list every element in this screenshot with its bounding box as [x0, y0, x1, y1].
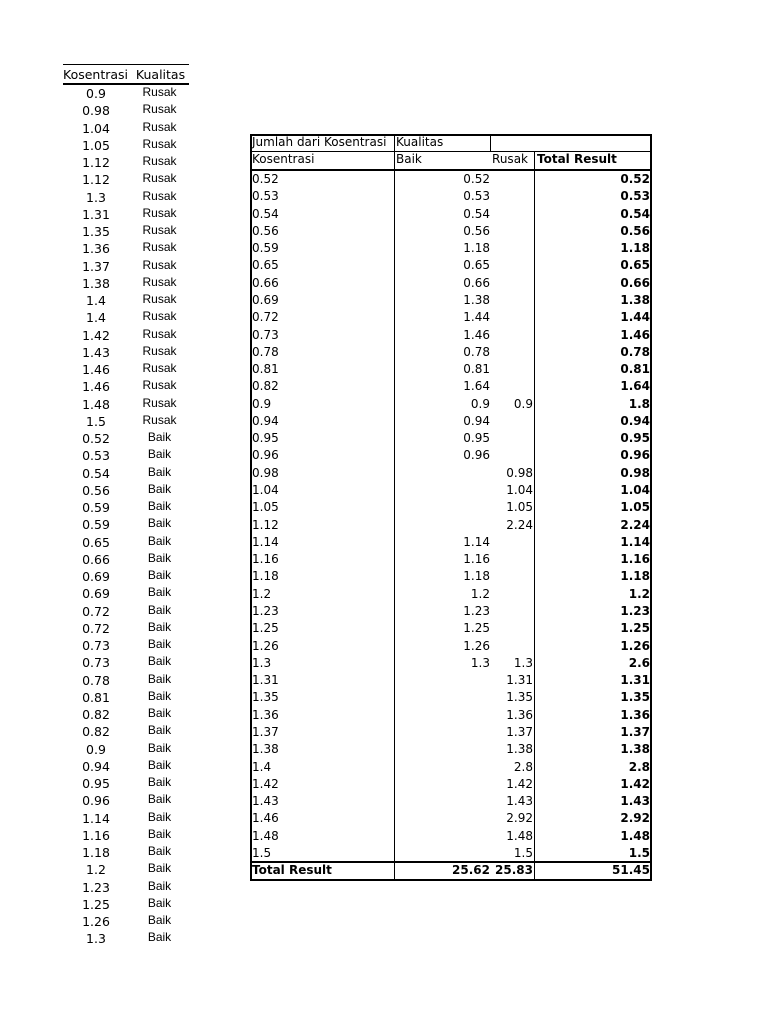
source-row [63, 292, 189, 309]
source-kualitas-cell: Baik [147, 826, 172, 841]
pivot-hline-1 [250, 151, 652, 152]
pivot-total-cell: 0.56 [620, 223, 650, 238]
source-konsentrasi-cell: 1.18 [82, 845, 110, 860]
pivot-konsentrasi-cell: 0.56 [252, 223, 279, 238]
pivot-total-baik: 25.62 [452, 863, 490, 877]
column-header-konsentrasi: Kosentrasi [63, 67, 129, 82]
pivot-konsentrasi-cell: 1.36 [252, 707, 279, 722]
pivot-rusak-cell: 1.05 [506, 500, 533, 515]
source-kualitas-cell: Baik [147, 930, 172, 945]
pivot-baik-cell: 0.66 [463, 275, 490, 290]
source-kualitas-cell: Baik [147, 637, 172, 651]
pivot-total-cell: 0.66 [620, 275, 650, 290]
source-row [63, 706, 189, 723]
source-row [63, 137, 189, 154]
source-row [63, 240, 189, 257]
source-row [63, 637, 189, 654]
pivot-total-cell: 0.95 [620, 431, 650, 446]
pivot-total-cell: 0.53 [620, 189, 650, 204]
source-konsentrasi-cell: 0.52 [82, 431, 110, 446]
source-konsentrasi-cell: 0.78 [82, 672, 110, 688]
source-row [63, 258, 189, 275]
pivot-baik-cell: 0.9 [470, 396, 490, 411]
source-row [63, 723, 189, 740]
source-row [63, 551, 189, 568]
pivot-baik-cell: 1.64 [463, 379, 490, 394]
pivot-rusak-cell: 1.42 [506, 776, 533, 791]
source-kualitas-cell: Baik [147, 688, 172, 703]
source-konsentrasi-cell: 1.38 [82, 275, 110, 291]
source-konsentrasi-cell: 1.31 [82, 206, 110, 222]
source-konsentrasi-cell: 1.3 [86, 931, 106, 947]
source-row [63, 654, 189, 671]
pivot-baik-cell: 0.54 [463, 206, 490, 221]
pivot-baik-cell: 1.16 [463, 552, 490, 567]
pivot-total-cell: 1.25 [620, 621, 650, 636]
source-konsentrasi-cell: 1.4 [86, 293, 106, 308]
source-konsentrasi-cell: 1.42 [82, 327, 110, 343]
pivot-baik-cell: 0.53 [463, 189, 490, 204]
source-kualitas-cell: Rusak [142, 119, 177, 134]
source-kualitas-cell: Baik [147, 792, 172, 807]
source-kualitas-cell: Rusak [142, 257, 177, 272]
source-kualitas-cell: Baik [147, 706, 172, 720]
pivot-konsentrasi-cell: 1.18 [252, 569, 279, 584]
source-kualitas-cell: Rusak [142, 188, 177, 203]
pivot-total-cell: 0.81 [620, 362, 650, 377]
source-row [63, 430, 189, 447]
source-kualitas-cell: Rusak [142, 240, 177, 255]
source-row [63, 275, 189, 292]
pivot-konsentrasi-cell: 0.73 [252, 327, 279, 342]
source-konsentrasi-cell: 1.12 [82, 172, 110, 188]
source-konsentrasi-cell: 1.3 [86, 189, 106, 205]
source-kualitas-cell: Rusak [142, 205, 177, 220]
pivot-baik-cell: 1.38 [463, 292, 490, 307]
source-konsentrasi-cell: 1.48 [82, 396, 110, 412]
source-row [63, 102, 189, 119]
pivot-total-rusak: 25.83 [495, 863, 533, 877]
source-row [63, 447, 189, 464]
source-konsentrasi-cell: 0.73 [82, 638, 110, 653]
pivot-rusak-cell: 1.37 [506, 724, 533, 739]
source-konsentrasi-cell: 0.56 [82, 482, 110, 498]
source-row [63, 361, 189, 378]
source-row [63, 378, 189, 395]
pivot-konsentrasi-cell: 1.16 [252, 552, 279, 567]
pivot-table [250, 134, 652, 881]
pivot-baik-cell: 0.96 [463, 448, 490, 463]
pivot-total-cell: 1.2 [628, 586, 650, 601]
pivot-total-cell: 1.64 [620, 379, 650, 394]
source-row [63, 568, 189, 585]
source-kualitas-cell: Baik [147, 568, 172, 582]
pivot-baik-cell: 0.94 [463, 413, 490, 428]
source-konsentrasi-cell: 1.43 [82, 344, 110, 360]
source-row [63, 689, 189, 706]
pivot-total-cell: 2.92 [620, 811, 650, 826]
source-konsentrasi-cell: 1.23 [82, 879, 110, 895]
pivot-konsentrasi-cell: 0.95 [252, 431, 279, 446]
pivot-outer-border [250, 134, 652, 881]
pivot-konsentrasi-cell: 1.23 [252, 604, 279, 618]
pivot-col-baik: Baik [396, 152, 422, 166]
pivot-total-cell: 0.52 [620, 172, 650, 186]
pivot-rusak-cell: 1.3 [513, 655, 533, 670]
pivot-total-cell: 1.37 [620, 724, 650, 739]
pivot-baik-cell: 1.25 [463, 621, 490, 636]
source-kualitas-cell: Rusak [142, 343, 177, 358]
source-row [63, 913, 189, 930]
source-row [63, 603, 189, 620]
pivot-konsentrasi-cell: 1.43 [252, 794, 279, 809]
pivot-konsentrasi-cell: 1.46 [252, 811, 279, 826]
source-kualitas-cell: Rusak [142, 154, 177, 168]
pivot-konsentrasi-cell: 0.53 [252, 189, 279, 204]
pivot-col-rusak: Rusak [492, 152, 528, 166]
source-kualitas-cell: Baik [147, 585, 172, 600]
source-data-body [63, 85, 189, 948]
source-konsentrasi-cell: 1.26 [82, 914, 110, 929]
pivot-total-cell: 2.8 [628, 759, 650, 774]
pivot-total-cell: 1.18 [620, 569, 650, 584]
source-konsentrasi-cell: 0.54 [82, 465, 110, 481]
source-kualitas-cell: Baik [147, 516, 172, 531]
pivot-rusak-cell: 1.35 [506, 690, 533, 705]
pivot-total-cell: 0.54 [620, 206, 650, 221]
pivot-konsentrasi-cell: 0.82 [252, 379, 279, 394]
source-row [63, 879, 189, 896]
source-kualitas-cell: Rusak [142, 361, 177, 375]
source-konsentrasi-cell: 1.36 [82, 241, 110, 257]
pivot-total-cell: 1.23 [620, 604, 650, 618]
pivot-vline-rowfield [394, 134, 395, 881]
pivot-konsentrasi-cell: 0.59 [252, 241, 279, 256]
pivot-total-cell: 1.38 [620, 292, 650, 307]
source-row [63, 413, 189, 430]
source-kualitas-cell: Rusak [142, 102, 177, 117]
source-row [63, 154, 189, 171]
source-konsentrasi-cell: 1.04 [82, 120, 110, 136]
source-kualitas-cell: Rusak [142, 274, 177, 289]
pivot-total-cell: 0.94 [620, 413, 650, 428]
source-kualitas-cell: Baik [147, 430, 172, 444]
pivot-rusak-cell: 1.43 [506, 794, 533, 809]
pivot-konsentrasi-cell: 0.78 [252, 344, 279, 359]
source-konsentrasi-cell: 0.96 [82, 793, 110, 809]
pivot-konsentrasi-cell: 0.66 [252, 275, 279, 290]
pivot-konsentrasi-cell: 1.26 [252, 638, 279, 653]
pivot-konsentrasi-cell: 1.04 [252, 483, 279, 498]
source-kualitas-cell: Baik [147, 671, 172, 686]
source-row [63, 309, 189, 326]
pivot-konsentrasi-cell: 1.05 [252, 500, 279, 515]
source-row [63, 189, 189, 206]
source-konsentrasi-cell: 1.12 [82, 155, 110, 170]
pivot-corner-label: Jumlah dari Kosentrasi [252, 135, 387, 149]
source-konsentrasi-cell: 1.46 [82, 379, 110, 395]
pivot-baik-cell: 1.2 [470, 586, 490, 601]
pivot-baik-cell: 1.26 [463, 638, 490, 653]
pivot-total-cell: 1.14 [620, 534, 650, 549]
pivot-baik-cell: 1.18 [463, 569, 490, 584]
source-konsentrasi-cell: 0.9 [86, 86, 106, 101]
source-konsentrasi-cell: 0.82 [82, 707, 110, 722]
pivot-total-cell: 1.43 [620, 794, 650, 809]
pivot-rusak-cell: 2.8 [513, 759, 533, 774]
pivot-total-cell: 0.98 [620, 465, 650, 480]
pivot-konsentrasi-cell: 0.72 [252, 310, 279, 325]
source-kualitas-cell: Rusak [142, 292, 177, 306]
header-top-rule [63, 64, 189, 65]
source-row [63, 206, 189, 223]
pivot-rusak-cell: 1.5 [513, 845, 533, 860]
source-konsentrasi-cell: 0.69 [82, 569, 110, 584]
source-row [63, 672, 189, 689]
pivot-total-cell: 1.18 [620, 241, 650, 256]
source-kualitas-cell: Rusak [142, 171, 177, 186]
pivot-rusak-cell: 1.04 [506, 483, 533, 498]
pivot-column-field: Kualitas [396, 135, 444, 149]
pivot-baik-cell: 0.52 [463, 172, 490, 186]
pivot-baik-cell: 1.3 [470, 655, 490, 670]
source-kualitas-cell: Rusak [142, 136, 177, 151]
source-kualitas-cell: Baik [147, 602, 172, 617]
source-row [63, 827, 189, 844]
source-kualitas-cell: Baik [147, 775, 172, 789]
source-row [63, 758, 189, 775]
pivot-total-grand: 51.45 [612, 863, 650, 877]
pivot-vline-total [534, 151, 535, 881]
column-header-kualitas: Kualitas [135, 67, 186, 82]
source-row [63, 465, 189, 482]
source-konsentrasi-cell: 0.72 [82, 620, 110, 636]
source-kualitas-cell: Baik [147, 464, 172, 479]
source-kualitas-cell: Baik [147, 861, 172, 876]
pivot-total-cell: 1.5 [628, 845, 650, 860]
pivot-total-cell: 1.04 [620, 483, 650, 498]
pivot-konsentrasi-cell: 1.2 [252, 586, 272, 601]
source-konsentrasi-cell: 0.94 [82, 758, 110, 774]
source-konsentrasi-cell: 0.72 [82, 603, 110, 619]
pivot-rusak-cell: 1.36 [506, 707, 533, 722]
pivot-total-cell: 1.05 [620, 500, 650, 515]
pivot-konsentrasi-cell: 1.12 [252, 517, 279, 532]
source-kualitas-cell: Baik [147, 481, 172, 496]
pivot-total-label: Total Result [252, 863, 332, 877]
pivot-baik-cell: 1.18 [463, 241, 490, 256]
pivot-baik-cell: 0.65 [463, 258, 490, 273]
pivot-total-cell: 1.35 [620, 690, 650, 705]
pivot-rusak-cell: 2.24 [506, 517, 533, 532]
pivot-hline-2 [250, 169, 652, 171]
pivot-konsentrasi-cell: 0.69 [252, 292, 279, 307]
source-row [63, 344, 189, 361]
source-konsentrasi-cell: 0.81 [82, 689, 110, 705]
source-konsentrasi-cell: 1.5 [86, 413, 106, 429]
source-konsentrasi-cell: 1.2 [86, 862, 106, 878]
source-kualitas-cell: Baik [147, 619, 172, 634]
pivot-total-cell: 2.6 [628, 655, 650, 670]
pivot-total-cell: 1.36 [620, 707, 650, 722]
source-konsentrasi-cell: 1.4 [86, 310, 106, 326]
source-row [63, 620, 189, 637]
source-row [63, 120, 189, 137]
source-kualitas-cell: Baik [147, 809, 172, 824]
source-konsentrasi-cell: 1.35 [82, 224, 110, 239]
pivot-total-cell: 0.96 [620, 448, 650, 463]
source-row [63, 223, 189, 240]
pivot-baik-cell: 0.56 [463, 223, 490, 238]
source-kualitas-cell: Baik [147, 740, 172, 755]
pivot-konsentrasi-cell: 0.9 [252, 396, 272, 411]
source-row [63, 844, 189, 861]
pivot-total-cell: 1.8 [628, 396, 650, 411]
pivot-total-cell: 1.26 [620, 638, 650, 653]
source-konsentrasi-cell: 0.98 [82, 103, 110, 119]
source-kualitas-cell: Rusak [142, 85, 177, 99]
source-konsentrasi-cell: 0.53 [82, 448, 110, 464]
source-konsentrasi-cell: 1.25 [82, 896, 110, 912]
source-konsentrasi-cell: 0.65 [82, 534, 110, 550]
pivot-konsentrasi-cell: 0.94 [252, 413, 279, 428]
pivot-konsentrasi-cell: 0.52 [252, 172, 279, 186]
source-konsentrasi-cell: 0.9 [86, 741, 106, 757]
pivot-rusak-cell: 2.92 [506, 811, 533, 826]
pivot-konsentrasi-cell: 1.31 [252, 673, 279, 688]
pivot-konsentrasi-cell: 0.96 [252, 448, 279, 463]
source-konsentrasi-cell: 0.59 [82, 500, 110, 515]
source-kualitas-cell: Baik [147, 533, 172, 548]
source-konsentrasi-cell: 0.66 [82, 551, 110, 567]
pivot-total-cell: 2.24 [620, 517, 650, 532]
source-kualitas-cell: Rusak [142, 326, 177, 341]
pivot-baik-cell: 0.95 [463, 431, 490, 446]
source-kualitas-cell: Rusak [142, 223, 177, 237]
pivot-konsentrasi-cell: 1.37 [252, 724, 279, 739]
pivot-konsentrasi-cell: 1.4 [252, 759, 272, 774]
source-row [63, 396, 189, 413]
source-konsentrasi-cell: 1.14 [82, 810, 110, 826]
pivot-hline-total [250, 861, 652, 863]
pivot-total-cell: 1.44 [620, 310, 650, 325]
pivot-total-cell: 0.65 [620, 258, 650, 273]
pivot-konsentrasi-cell: 1.14 [252, 534, 279, 549]
pivot-rusak-cell: 1.38 [506, 742, 533, 757]
pivot-baik-cell: 1.46 [463, 327, 490, 342]
pivot-total-cell: 1.38 [620, 742, 650, 757]
pivot-konsentrasi-cell: 1.48 [252, 828, 279, 843]
source-konsentrasi-cell: 0.59 [82, 517, 110, 533]
source-row [63, 741, 189, 758]
source-kualitas-cell: Baik [147, 550, 172, 565]
pivot-baik-cell: 0.78 [463, 344, 490, 359]
source-kualitas-cell: Rusak [142, 412, 177, 427]
pivot-baik-cell: 1.44 [463, 310, 490, 325]
pivot-konsentrasi-cell: 0.65 [252, 258, 279, 273]
source-row [63, 482, 189, 499]
source-kualitas-cell: Baik [147, 447, 172, 462]
source-konsentrasi-cell: 0.73 [82, 655, 110, 671]
source-row [63, 516, 189, 533]
pivot-konsentrasi-cell: 0.54 [252, 206, 279, 221]
source-kualitas-cell: Baik [147, 844, 172, 858]
pivot-rusak-cell: 0.9 [513, 396, 533, 411]
source-row [63, 85, 189, 102]
source-row [63, 810, 189, 827]
pivot-konsentrasi-cell: 1.38 [252, 742, 279, 757]
source-row [63, 896, 189, 913]
source-konsentrasi-cell: 1.37 [82, 258, 110, 274]
source-kualitas-cell: Baik [147, 723, 172, 738]
pivot-rusak-cell: 0.98 [506, 465, 533, 480]
source-kualitas-cell: Baik [147, 895, 172, 910]
source-konsentrasi-cell: 0.95 [82, 776, 110, 791]
pivot-konsentrasi-cell: 1.35 [252, 690, 279, 705]
pivot-konsentrasi-cell: 1.42 [252, 776, 279, 791]
source-kualitas-cell: Baik [147, 878, 172, 893]
pivot-baik-cell: 1.14 [463, 534, 490, 549]
source-konsentrasi-cell: 1.46 [82, 362, 110, 377]
source-konsentrasi-cell: 0.82 [82, 724, 110, 740]
source-kualitas-cell: Rusak [142, 378, 177, 393]
source-konsentrasi-cell: 1.16 [82, 827, 110, 843]
source-kualitas-cell: Rusak [142, 395, 177, 410]
pivot-baik-cell: 1.23 [463, 604, 490, 618]
source-row [63, 861, 189, 878]
pivot-konsentrasi-cell: 0.81 [252, 362, 279, 377]
pivot-total-cell: 0.78 [620, 344, 650, 359]
source-row [63, 930, 189, 947]
source-row [63, 534, 189, 551]
source-konsentrasi-cell: 1.05 [82, 137, 110, 153]
source-kualitas-cell: Baik [147, 913, 172, 927]
source-kualitas-cell: Rusak [142, 309, 177, 324]
pivot-col-total: Total Result [537, 152, 617, 166]
source-row [63, 775, 189, 792]
source-row [63, 499, 189, 516]
pivot-rusak-cell: 1.31 [506, 673, 533, 688]
pivot-total-cell: 1.31 [620, 673, 650, 688]
pivot-konsentrasi-cell: 1.25 [252, 621, 279, 636]
pivot-konsentrasi-cell: 0.98 [252, 465, 279, 480]
pivot-vline-header [490, 134, 491, 151]
source-kualitas-cell: Baik [147, 757, 172, 772]
source-row [63, 171, 189, 188]
source-row [63, 327, 189, 344]
pivot-konsentrasi-cell: 1.3 [252, 655, 272, 670]
pivot-row-field: Kosentrasi [252, 152, 315, 166]
pivot-total-cell: 1.16 [620, 552, 650, 567]
source-kualitas-cell: Baik [147, 654, 172, 669]
source-row [63, 792, 189, 809]
source-konsentrasi-cell: 0.69 [82, 586, 110, 602]
pivot-konsentrasi-cell: 1.5 [252, 845, 272, 860]
source-row [63, 585, 189, 602]
pivot-baik-cell: 0.81 [463, 362, 490, 377]
pivot-total-cell: 1.46 [620, 327, 650, 342]
pivot-rusak-cell: 1.48 [506, 828, 533, 843]
source-kualitas-cell: Baik [147, 499, 172, 513]
pivot-total-cell: 1.42 [620, 776, 650, 791]
pivot-total-cell: 1.48 [620, 828, 650, 843]
